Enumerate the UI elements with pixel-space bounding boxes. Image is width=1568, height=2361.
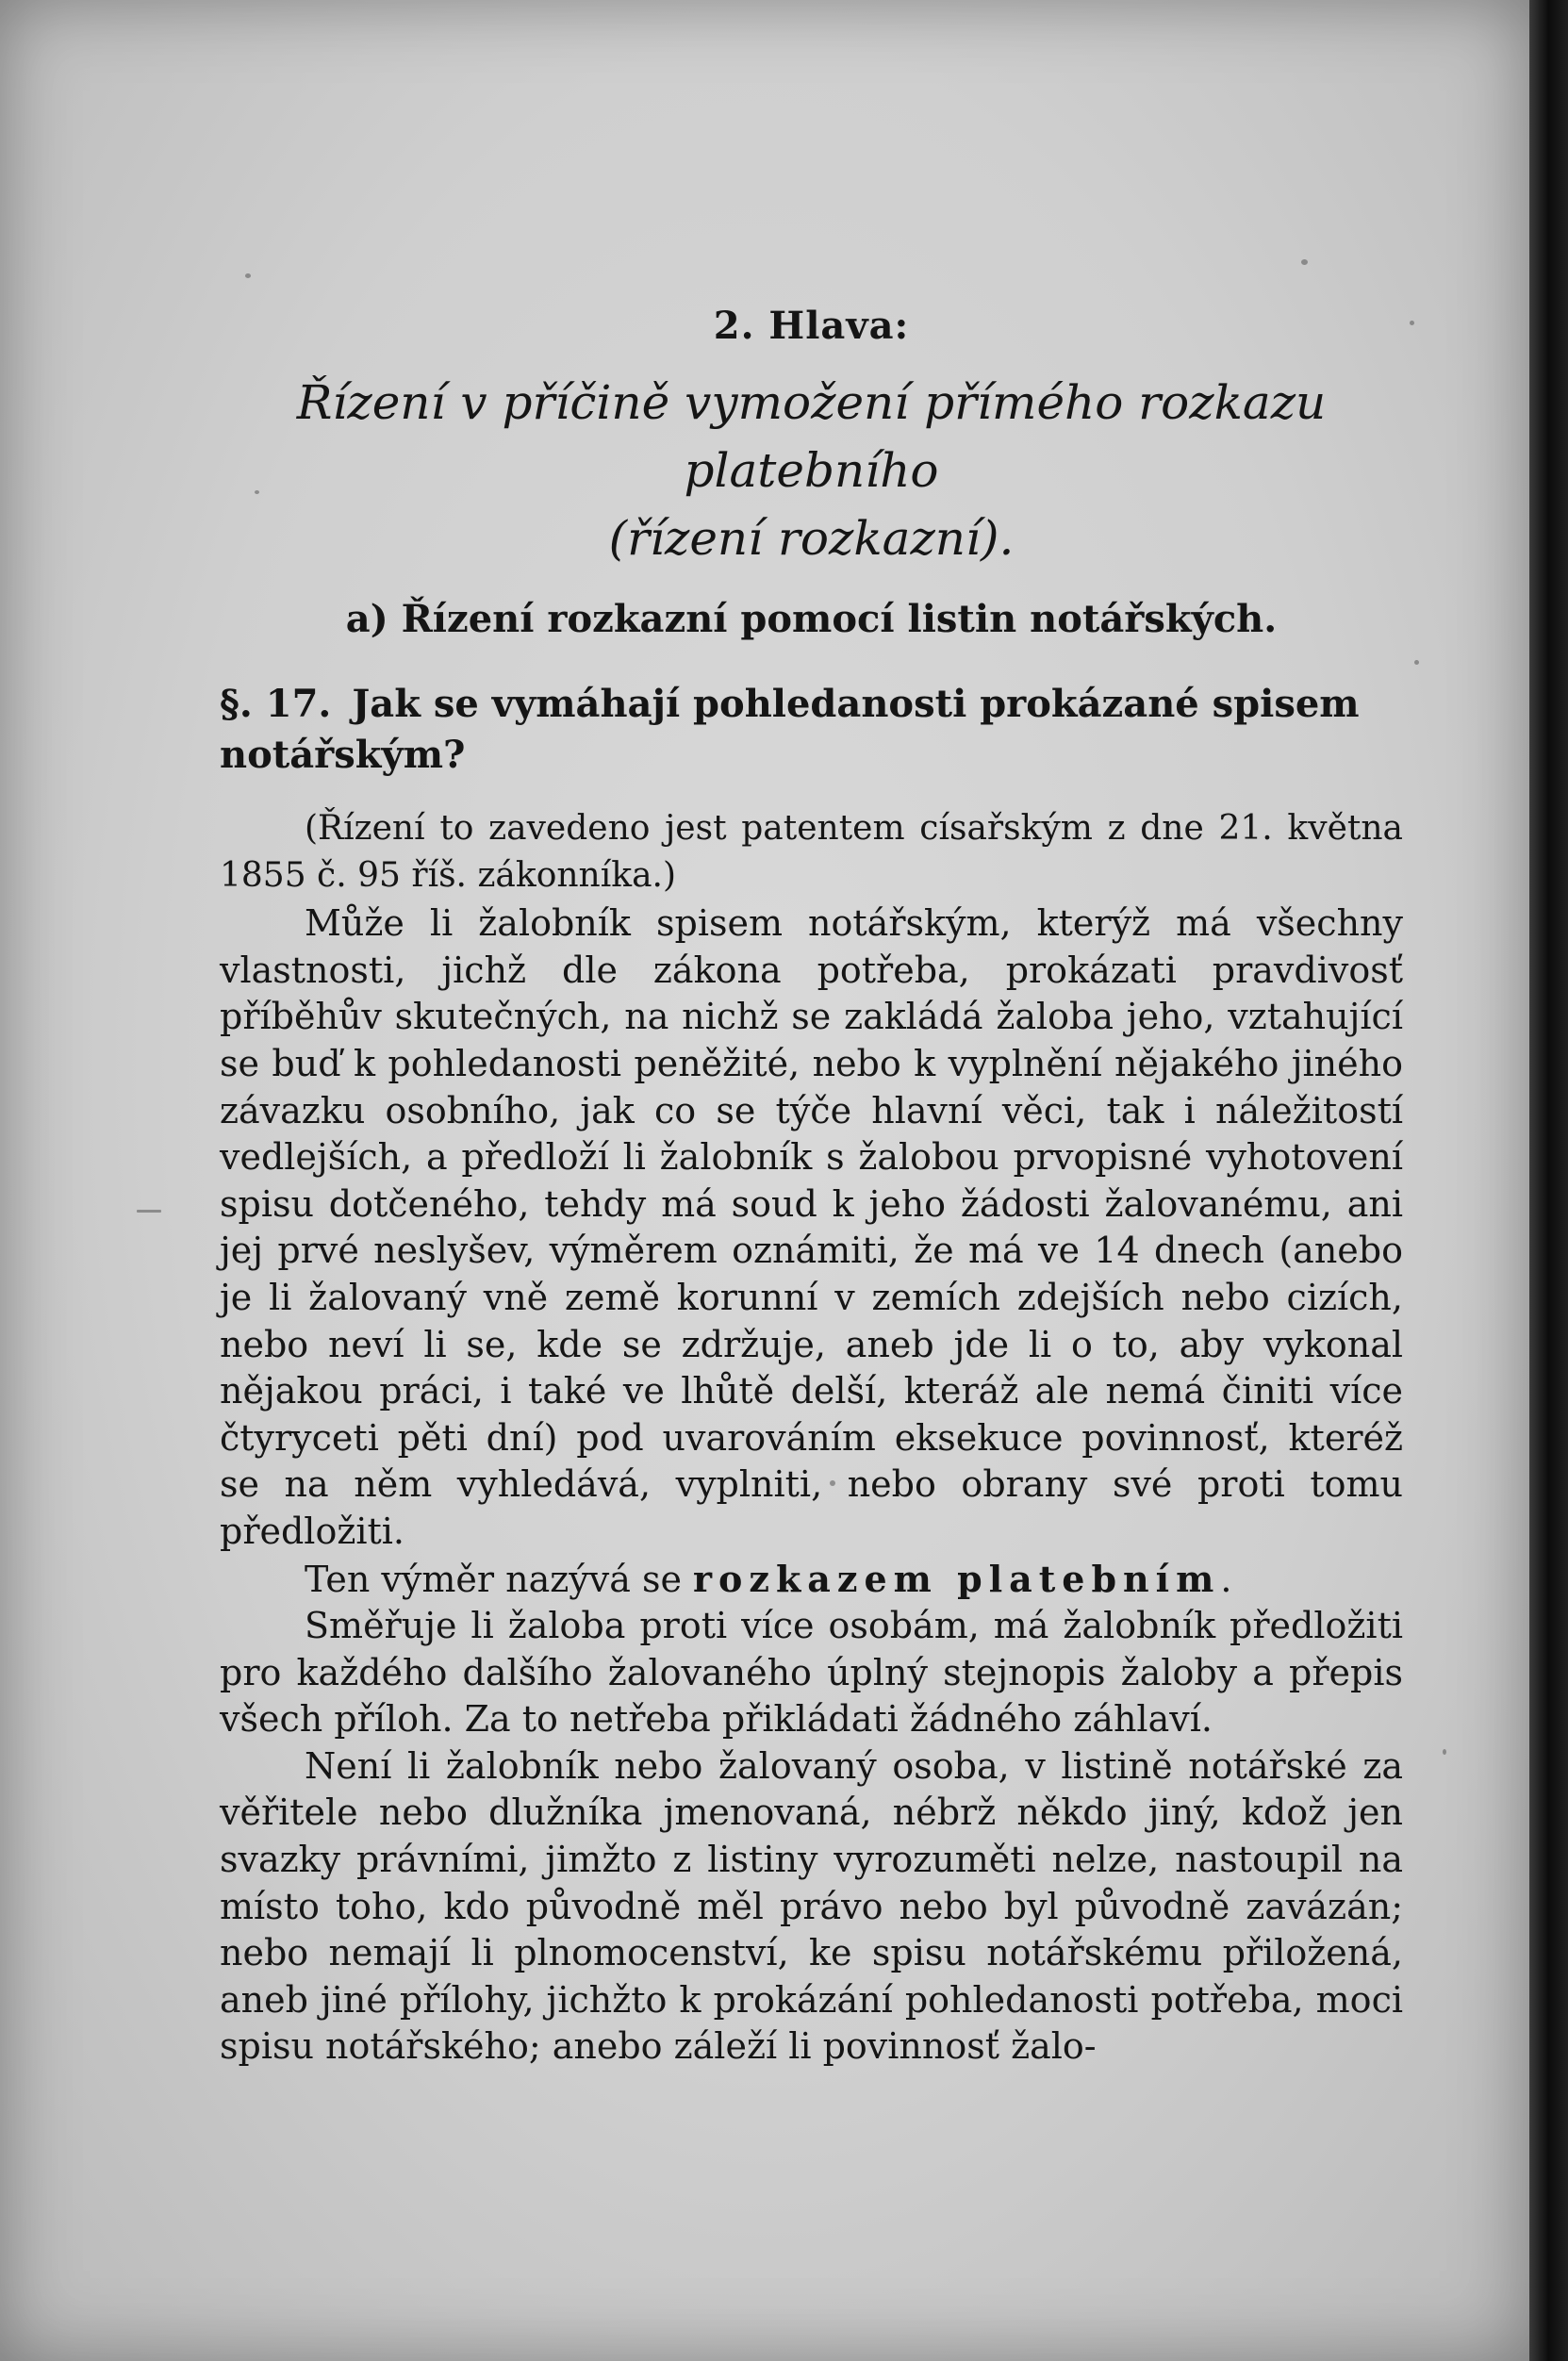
page-edge	[1529, 0, 1568, 2361]
paragraph-text: Ten výměr nazývá se	[305, 1558, 694, 1600]
scan-speck	[1301, 259, 1308, 265]
paragraph	[220, 1556, 1403, 1604]
section-heading	[220, 679, 1403, 781]
scan-speck	[245, 273, 251, 278]
paragraph-text: .	[1220, 1558, 1232, 1600]
chapter-title	[220, 369, 1403, 572]
section-title: Jak se vymáhají pohledanosti prokázané spisem notářským?	[220, 682, 1360, 777]
subsection-heading: a) Řízení rozkazní pomocí listin notářských.	[345, 597, 1278, 641]
paragraph: Není li žalobník nebo žalovaný osoba, v listině notářské za věřitele nebo dlužníka jmenovaná, nébrž někdo jiný, kdož jen svazky právními, jimžto z listiny vyrozuměti nelze, nastoupil na místo toho, kdo původně měl právo nebo byl původně zavázán; nebo nemají li plnomocenství, ke spisu notářskému přiložená, aneb jiné přílohy, jichžto k prokázání pohledanosti potřeba, moci spisu notářského; anebo záleží li povinnosť žalo-	[220, 1744, 1403, 2068]
scan-speck	[1414, 660, 1419, 665]
scan-speck	[137, 1210, 161, 1213]
legal-note: (Řízení to zavedeno jest patentem císařským z dne 21. května 1855 č. 95 říš. zákonníka.)	[220, 809, 1403, 895]
chapter-title-line: Řízení v příčině vymožení přímého rozkazu platebního	[296, 375, 1327, 498]
chapter-title-line: (řízení rozkazní).	[608, 511, 1015, 566]
emphasized-term: rozkazem platebním	[693, 1557, 1221, 1600]
scan-speck	[1410, 321, 1414, 325]
paragraph: Může li žalobník spisem notářským, kterýž má všechny vlastnosti, jichž dle zákona potřeba, prokázati pravdivosť příběhův skutečných, na nichž se zakládá žaloba jeho, vztahující se buď k pohledanosti peněžité, nebo k vyplnění nějakého jiného závazku osobního, jak co se týče hlavní věci, tak i náležitostí vedlejších, a předloží li žalobník s žalobou prvopisné vyhotovení spisu dotčeného, tehdy má soud k jeho žádosti žalovanému, ani jej prvé neslyšev, výměrem oznámiti, že má ve 14 dnech (anebo je li žalovaný vně země korunní v zemích zdejších nebo cizích, nebo neví li se, kde se zdržuje, aneb jde li o to, aby vykonal nějakou práci, i také ve lhůtě delší, kteráž ale nemá činiti více čtyryceti pěti dní) pod uvarováním eksekuce povinnosť, kteréž se na něm vyhledává, vyplniti, nebo obrany své proti tomu předložiti.	[220, 902, 1403, 1552]
chapter-heading: 2. Hlava:	[713, 304, 910, 348]
section-number: §. 17.	[220, 682, 332, 726]
paragraph: Směřuje li žaloba proti více osobám, má žalobník předložiti pro každého dalšího žalovaného úplný stejnopis žaloby a přepis všech příloh. Za to netřeba přikládati žádného záhlaví.	[220, 1605, 1403, 1741]
scan-speck	[1443, 1749, 1446, 1755]
document-body	[220, 304, 1403, 2071]
